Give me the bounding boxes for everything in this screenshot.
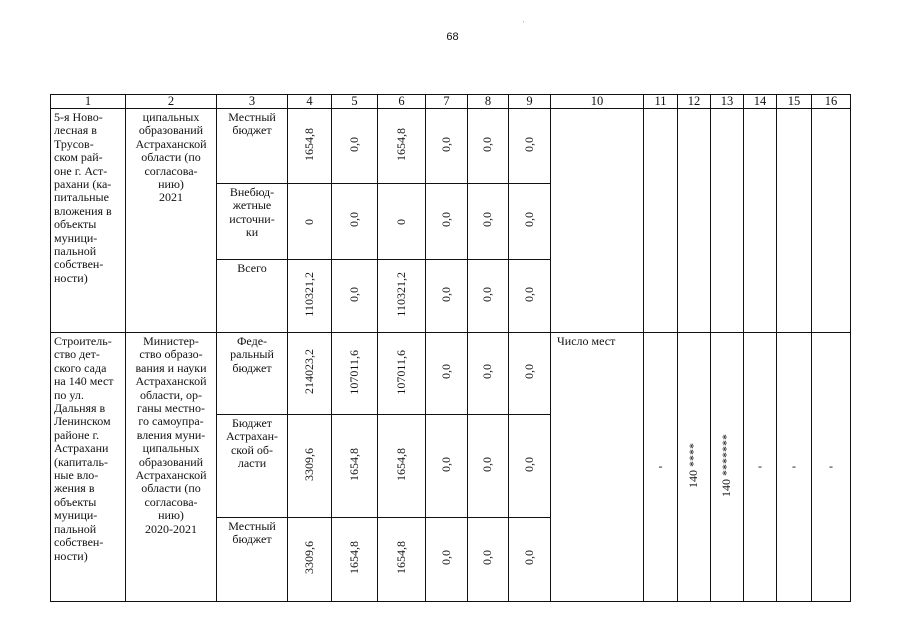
value: 0,0	[438, 212, 453, 228]
value: 0,0	[521, 136, 536, 152]
executor-text: ципальных образований Астраханской области (по согласова- нию) 2021	[135, 110, 207, 205]
header-cell: 5	[332, 95, 378, 109]
indicator-cell	[551, 109, 644, 333]
source-cell	[217, 260, 288, 333]
empty-cell	[711, 109, 744, 333]
value: 214023,2	[301, 349, 316, 395]
value: 0,0	[521, 364, 536, 380]
funding-source: Феде- ральный бюджет	[230, 334, 274, 375]
value: 0,0	[438, 456, 453, 472]
value: 0,0	[346, 212, 361, 228]
table-row	[51, 109, 851, 184]
value-cell	[332, 260, 378, 333]
header-cell: 13	[711, 95, 744, 109]
source-cell	[217, 333, 288, 415]
dash-value: -	[758, 459, 762, 474]
value: 3309,6	[301, 541, 316, 575]
value-cell	[509, 184, 551, 260]
value-cell	[468, 415, 509, 518]
page-number: 68	[446, 31, 459, 43]
financing-table	[50, 94, 851, 602]
value-cell	[378, 184, 426, 260]
value: 0,0	[346, 136, 361, 152]
header-cell: 16	[812, 95, 851, 109]
value-cell	[332, 415, 378, 518]
value-cell	[332, 333, 378, 415]
value: 3309,6	[301, 447, 316, 481]
value-cell	[378, 333, 426, 415]
value-cell	[426, 260, 468, 333]
value-cell	[468, 184, 509, 260]
value-cell	[777, 333, 812, 602]
value: 0	[301, 218, 316, 225]
source-cell	[217, 518, 288, 602]
source-cell	[217, 184, 288, 260]
value-cell	[378, 518, 426, 602]
value: 0,0	[438, 136, 453, 152]
funding-source: Местный бюджет	[228, 110, 276, 138]
value-cell	[426, 184, 468, 260]
value-cell	[468, 109, 509, 184]
value-cell	[288, 415, 332, 518]
header-cell: 10	[551, 95, 644, 109]
stray-mark: '	[523, 20, 525, 28]
value-cell	[288, 518, 332, 602]
value: 1654,8	[346, 541, 361, 575]
value: 0,0	[480, 286, 495, 302]
empty-cell	[644, 109, 678, 333]
value-cell	[332, 109, 378, 184]
funding-source: Внебюд- жетные источни- ки	[229, 185, 275, 240]
value: 0	[393, 218, 408, 225]
value: 0,0	[521, 456, 536, 472]
object-name-cell	[51, 109, 126, 333]
empty-cell	[812, 109, 851, 333]
value: 0,0	[521, 212, 536, 228]
value: 1654,8	[346, 447, 361, 481]
value-cell	[426, 415, 468, 518]
value-cell	[509, 518, 551, 602]
value: 107011,6	[346, 349, 361, 395]
value-cell	[288, 333, 332, 415]
value: 110321,2	[393, 272, 408, 317]
value: 0,0	[480, 364, 495, 380]
object-name-cell	[51, 333, 126, 602]
header-cell: 2	[126, 95, 217, 109]
header-cell: 12	[678, 95, 711, 109]
dash-value: -	[792, 459, 796, 474]
value-cell	[426, 518, 468, 602]
dash-value: -	[829, 459, 833, 474]
value: 0,0	[438, 364, 453, 380]
header-cell: 1	[51, 95, 126, 109]
value: 0,0	[438, 550, 453, 566]
funding-source: Местный бюджет	[228, 519, 276, 547]
value-cell	[468, 333, 509, 415]
value-cell	[711, 333, 744, 602]
value: 0,0	[521, 550, 536, 566]
funding-source: Всего	[237, 261, 267, 275]
header-cell: 8	[468, 95, 509, 109]
value-cell	[509, 333, 551, 415]
funding-source: Бюджет Астрахан- ской об- ласти	[226, 416, 278, 471]
value: 0,0	[438, 286, 453, 302]
object-name: Строитель- ство дет- ского сада на 140 мест по ул. Дальняя в Ленинском районе г. Астрахани (капиталь- ные вло- жения в объекты муници- пальной собствен- ности)	[54, 334, 114, 563]
header-cell: 3	[217, 95, 288, 109]
empty-cell	[678, 109, 711, 333]
value: 1654,8	[393, 541, 408, 575]
source-cell	[217, 415, 288, 518]
value: 0,0	[521, 286, 536, 302]
value-cell	[378, 260, 426, 333]
source-cell	[217, 109, 288, 184]
value-cell	[468, 260, 509, 333]
header-cell: 7	[426, 95, 468, 109]
value: 0,0	[346, 286, 361, 302]
header-cell: 14	[744, 95, 777, 109]
value-cell	[812, 333, 851, 602]
header-cell: 15	[777, 95, 812, 109]
value-cell	[378, 415, 426, 518]
value-cell	[426, 109, 468, 184]
value: 0,0	[480, 136, 495, 152]
indicator-text: Число мест	[557, 334, 616, 348]
value: 0,0	[480, 212, 495, 228]
dash-value: -	[658, 459, 663, 474]
value-cell	[288, 109, 332, 184]
empty-cell	[777, 109, 812, 333]
executor-cell	[126, 333, 217, 602]
seats-value: 140 ****	[686, 442, 701, 488]
value: 107011,6	[393, 349, 408, 395]
value-cell	[468, 518, 509, 602]
value-cell	[378, 109, 426, 184]
value-cell	[332, 184, 378, 260]
value: 0,0	[480, 456, 495, 472]
header-cell: 6	[378, 95, 426, 109]
value: 1654,8	[393, 127, 408, 161]
value: 1654,8	[301, 127, 316, 161]
value-cell	[509, 109, 551, 184]
value-cell	[288, 184, 332, 260]
value-cell	[332, 518, 378, 602]
table-row	[51, 333, 851, 415]
value-cell	[678, 333, 711, 602]
value-cell	[426, 333, 468, 415]
value-cell	[744, 333, 777, 602]
header-row	[51, 95, 851, 109]
value-cell	[288, 260, 332, 333]
value: 0,0	[480, 550, 495, 566]
executor-text: Министер- ство образо- вания и науки Астраханской области, ор- ганы местно- го самоупра- вления муни- ципальных образований Астраханской области (по согласова- нию) 2020-2021	[135, 334, 207, 536]
value: 1654,8	[393, 447, 408, 481]
value-cell	[509, 415, 551, 518]
header-cell: 11	[644, 95, 678, 109]
object-name: 5-я Ново- лесная в Трусов- ском рай- оне г. Аст- рахани (ка- питальные вложения в объекты муници- пальной собствен- ности)	[54, 110, 112, 285]
indicator-cell	[551, 333, 644, 602]
value-cell	[509, 260, 551, 333]
value-cell	[644, 333, 678, 602]
empty-cell	[744, 109, 777, 333]
seats-value: 140 *******	[719, 433, 734, 497]
header-cell: 9	[509, 95, 551, 109]
header-cell: 4	[288, 95, 332, 109]
executor-cell	[126, 109, 217, 333]
value: 110321,2	[301, 272, 316, 317]
